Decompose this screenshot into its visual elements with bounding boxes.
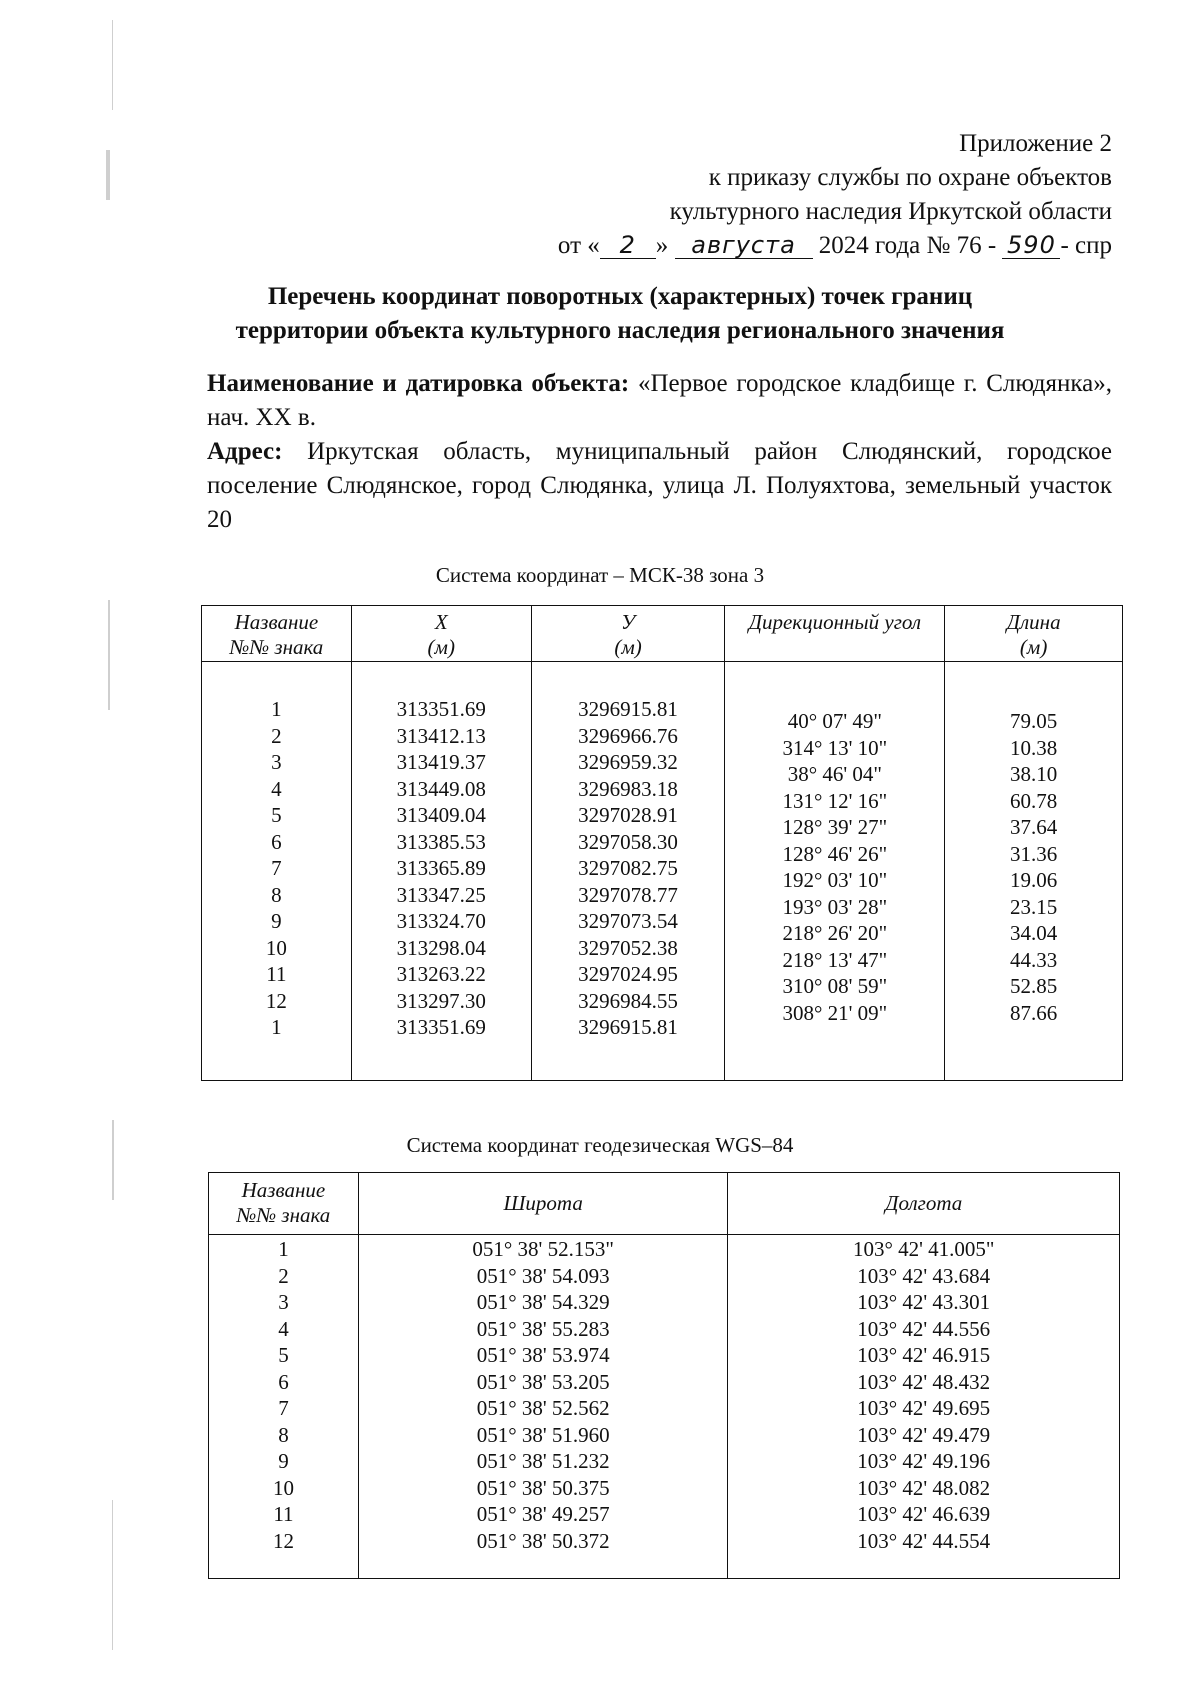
x-value: 313412.13: [396, 723, 486, 748]
header-point-line2: №№ знака: [229, 635, 324, 659]
point-number: 4: [278, 1316, 289, 1341]
longitude-value: 103° 42' 43.301: [857, 1290, 991, 1314]
x-value: 313263.22: [396, 962, 486, 986]
point-number: 8: [278, 1422, 289, 1447]
object-address-label: Адрес:: [207, 438, 283, 465]
x-value: 313351.69: [396, 1015, 486, 1039]
wgs-table-caption: Система координат геодезическая WGS–84: [406, 1133, 794, 1157]
longitude-value: 103° 42' 49.196: [857, 1449, 991, 1473]
header-length: [945, 606, 1123, 662]
latitude-value: 051° 38' 54.093: [476, 1263, 610, 1288]
latitude-value: 051° 38' 51.232: [476, 1449, 610, 1473]
title-line2: территории объекта культурного наследия регионального значения: [235, 317, 1005, 344]
length-value: 31.36: [1009, 841, 1058, 866]
point-number: 1: [278, 1237, 289, 1261]
msk-length-column: [945, 662, 1123, 1081]
length-value: 10.38: [1009, 735, 1058, 760]
longitude-value: 103° 42' 49.695: [857, 1396, 991, 1420]
latitude-value: 051° 38' 49.257: [476, 1502, 610, 1526]
scan-artifact: [106, 150, 110, 200]
angle-value: 193° 03' 28": [782, 894, 888, 919]
length-value: 87.66: [1009, 1000, 1058, 1025]
header-point-line1: Название: [234, 610, 319, 634]
object-name-value: «Первое городское кладбище г. Слюдянка», нач. XX в.: [207, 370, 1112, 431]
length-value: 60.78: [1009, 788, 1058, 813]
header-x-line1: X: [434, 610, 448, 634]
header-lat: Широта: [358, 1173, 728, 1235]
longitude-value: 103° 42' 48.432: [857, 1369, 991, 1394]
angle-value: 128° 46' 26": [782, 841, 888, 866]
y-value: 3296959.32: [578, 750, 678, 774]
length-value: 23.15: [1009, 894, 1058, 919]
length-value: 19.06: [1009, 868, 1058, 892]
header-angle: [725, 606, 945, 662]
latitude-value: 051° 38' 54.329: [476, 1290, 610, 1314]
longitude-value: 103° 42' 44.556: [857, 1316, 991, 1341]
angle-value: 38° 46' 04": [787, 762, 882, 786]
header-y: [531, 606, 725, 662]
point-number: 5: [271, 803, 282, 827]
appendix-line2: к приказу службы по охране объектов: [708, 164, 1112, 191]
date-prefix: от «: [557, 232, 600, 259]
latitude-value: 051° 38' 51.960: [476, 1422, 610, 1447]
angle-value: 218° 13' 47": [782, 947, 888, 972]
x-value: 313409.04: [396, 803, 486, 827]
longitude-value: 103° 42' 43.684: [857, 1263, 991, 1288]
object-name-paragraph: [207, 367, 1112, 435]
msk-points-column: [202, 662, 352, 1081]
point-number: 6: [278, 1369, 289, 1394]
header-point: [209, 1173, 359, 1235]
order-suffix: - спр: [1060, 232, 1112, 259]
wgs-lon-column: [728, 1235, 1120, 1579]
object-description: [207, 367, 1112, 537]
latitude-value: 051° 38' 53.974: [476, 1343, 610, 1367]
point-number: 8: [271, 882, 282, 907]
x-value: 313297.30: [396, 988, 486, 1013]
point-number: 3: [271, 750, 282, 774]
header-length-line2: (м): [1019, 635, 1048, 659]
latitude-value: 051° 38' 53.205: [476, 1369, 610, 1394]
header-point-line2: №№ знака: [236, 1203, 331, 1227]
angle-value: 314° 13' 10": [782, 735, 888, 760]
longitude-value: 103° 42' 46.915: [857, 1343, 991, 1367]
header-length-line1: Длина: [1006, 610, 1061, 634]
header-x-line2: (м): [427, 635, 455, 659]
x-value: 313324.70: [396, 909, 486, 933]
appendix-line3: культурного наследия Иркутской области: [669, 198, 1112, 225]
wgs-lat-column: [358, 1235, 728, 1579]
date-day-handwritten: 2: [600, 232, 656, 259]
point-number: 2: [271, 723, 282, 748]
wgs-body-row: [209, 1235, 1120, 1579]
point-number: 4: [271, 776, 282, 801]
appendix-date-line: [558, 229, 1112, 263]
date-month-handwritten: августа: [675, 232, 813, 259]
date-mid: »: [655, 232, 669, 259]
x-value: 313347.25: [396, 882, 486, 907]
angle-value: 128° 39' 27": [782, 815, 888, 839]
y-value: 3296984.55: [578, 988, 678, 1013]
y-value: 3297078.77: [578, 882, 678, 907]
point-number: 5: [278, 1343, 289, 1367]
y-value: 3296915.81: [578, 697, 678, 721]
msk-table-caption: Система координат – МСК-38 зона 3: [435, 563, 765, 587]
point-number: 1: [271, 1015, 282, 1039]
length-value: 44.33: [1009, 947, 1058, 972]
longitude-value: 103° 42' 46.639: [857, 1502, 991, 1526]
angle-value: 131° 12' 16": [782, 788, 888, 813]
point-number: 12: [265, 988, 287, 1013]
point-number: 7: [278, 1396, 289, 1420]
point-number: 3: [278, 1290, 289, 1314]
latitude-value: 051° 38' 52.562: [476, 1396, 610, 1420]
point-number: 9: [271, 909, 282, 933]
angle-value: 310° 08' 59": [782, 974, 888, 998]
header-point: [202, 606, 352, 662]
x-value: 313449.08: [396, 776, 486, 801]
point-number: 9: [278, 1449, 289, 1473]
scan-artifact: [108, 600, 110, 710]
object-address-value: Иркутская область, муниципальный район Слюдянский, городское поселение Слюдянское, город Слюдянка, улица Л. Полуяхтова, земельный участок 20: [207, 438, 1113, 533]
scan-artifact: [112, 20, 113, 110]
point-number: 11: [266, 962, 287, 986]
x-value: 313419.37: [396, 750, 486, 774]
length-value: 38.10: [1009, 762, 1058, 786]
latitude-value: 051° 38' 50.372: [476, 1528, 610, 1553]
msk-x-column: [351, 662, 531, 1081]
point-number: 10: [265, 935, 287, 960]
point-number: 6: [271, 829, 282, 854]
y-value: 3297024.95: [578, 962, 678, 986]
y-value: 3296915.81: [578, 1015, 678, 1039]
appendix-header: [558, 127, 1112, 263]
angle-value: 192° 03' 10": [782, 868, 888, 892]
latitude-value: 051° 38' 52.153": [472, 1237, 614, 1261]
y-value: 3297073.54: [578, 909, 678, 933]
wgs-coordinates-table: [208, 1172, 1120, 1579]
latitude-value: 051° 38' 55.283: [476, 1316, 610, 1341]
msk-body-row: [202, 662, 1123, 1081]
msk-y-column: [531, 662, 725, 1081]
x-value: 313385.53: [396, 829, 486, 854]
header-x: [351, 606, 531, 662]
y-value: 3297058.30: [578, 829, 678, 854]
wgs-header-row: [209, 1173, 1120, 1235]
y-value: 3296983.18: [578, 776, 678, 801]
y-value: 3297028.91: [578, 803, 678, 827]
header-lon: Долгота: [728, 1173, 1120, 1235]
header-angle-text: Дирекционный угол: [748, 610, 922, 634]
point-number: 1: [271, 697, 282, 721]
object-address-paragraph: [207, 435, 1112, 537]
header-y-line2: (м): [614, 635, 642, 659]
longitude-value: 103° 42' 49.479: [857, 1422, 991, 1447]
header-y-line1: У: [620, 610, 636, 634]
point-number: 11: [273, 1502, 294, 1526]
length-value: 34.04: [1009, 921, 1058, 945]
header-point-line1: Название: [241, 1178, 326, 1202]
msk-header-row: [202, 606, 1123, 662]
scan-artifact: [112, 1120, 114, 1200]
scan-artifact: [112, 1500, 113, 1650]
y-value: 3297052.38: [578, 935, 678, 960]
latitude-value: 051° 38' 50.375: [476, 1475, 610, 1500]
point-number: 7: [271, 856, 282, 880]
order-number-handwritten: 590: [1002, 232, 1060, 259]
title-line1: Перечень координат поворотных (характерных) точек границ: [267, 283, 973, 310]
point-number: 10: [272, 1475, 294, 1500]
x-value: 313351.69: [396, 697, 486, 721]
point-number: 2: [278, 1263, 289, 1288]
appendix-line1: Приложение 2: [959, 130, 1112, 157]
angle-value: 40° 07' 49": [787, 709, 882, 733]
y-value: 3297082.75: [578, 856, 678, 880]
point-number: 12: [272, 1528, 294, 1553]
angle-value: 308° 21' 09": [782, 1000, 888, 1025]
length-value: 79.05: [1009, 709, 1058, 733]
msk-angle-column: [725, 662, 945, 1081]
page-title: [150, 280, 1090, 348]
angle-value: 218° 26' 20": [782, 921, 888, 945]
object-name-label: Наименование и датировка объекта:: [207, 370, 630, 397]
x-value: 313365.89: [396, 856, 486, 880]
x-value: 313298.04: [396, 935, 486, 960]
length-value: 52.85: [1009, 974, 1058, 998]
y-value: 3296966.76: [578, 723, 678, 748]
wgs-points-column: [209, 1235, 359, 1579]
date-year: 2024 года № 76 -: [818, 232, 997, 259]
msk-coordinates-table: [201, 605, 1123, 1081]
longitude-value: 103° 42' 41.005": [852, 1237, 995, 1261]
length-value: 37.64: [1009, 815, 1058, 839]
longitude-value: 103° 42' 44.554: [857, 1528, 991, 1553]
longitude-value: 103° 42' 48.082: [857, 1475, 991, 1500]
